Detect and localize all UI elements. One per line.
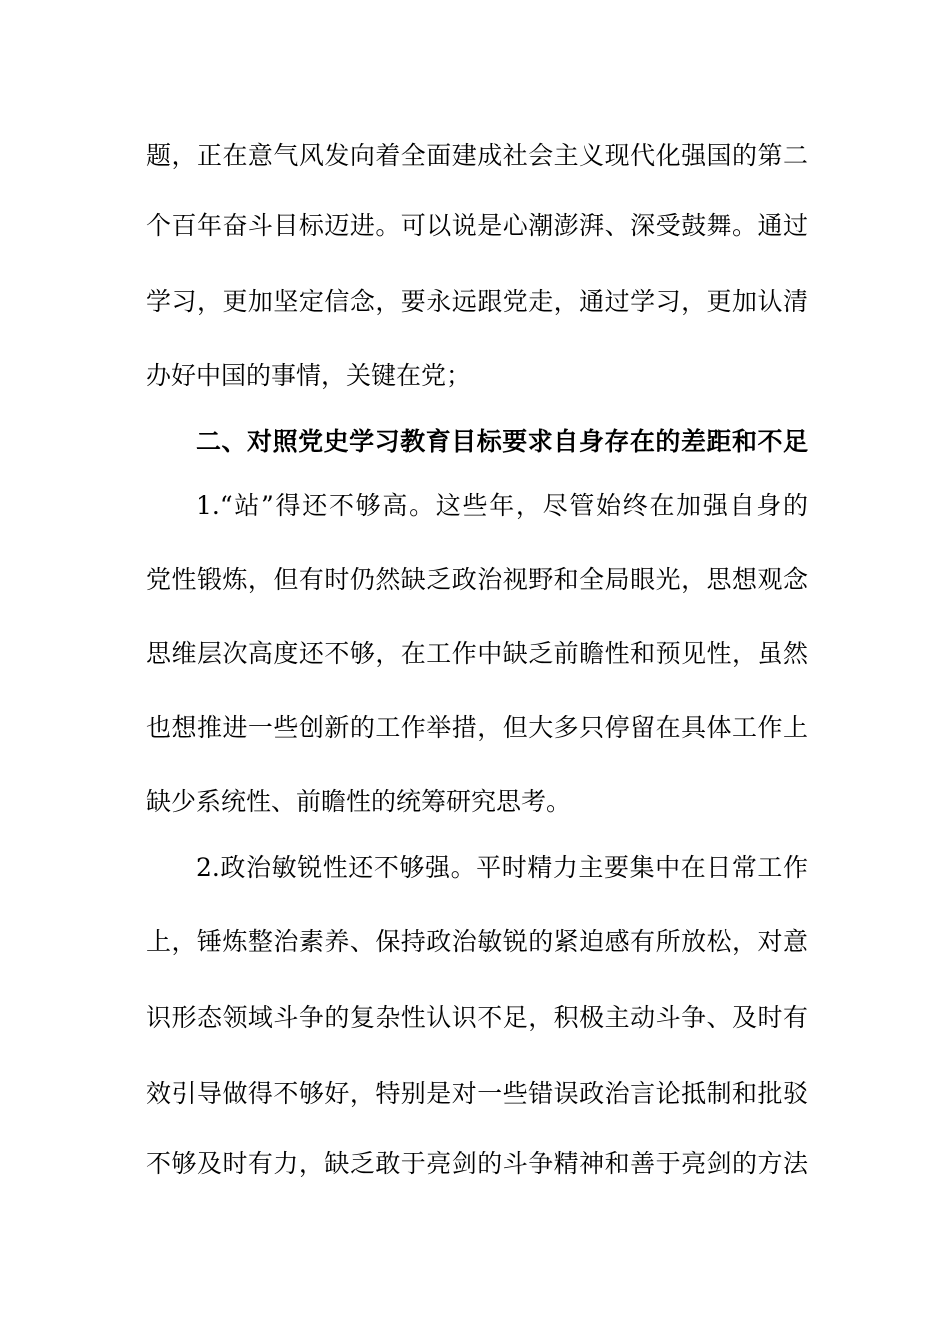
- paragraph-line: 办好中国的事情，关键在党；: [146, 361, 472, 390]
- section-heading: 二、对照党史学习教育目标要求自身存在的差距和不足: [196, 427, 808, 456]
- paragraph-line: 效引导做得不够好，特别是对一些错误政治言论抵制和批驳: [146, 1079, 808, 1108]
- paragraph-line: 不够及时有力，缺乏敢于亮剑的斗争精神和善于亮剑的方法: [146, 1149, 808, 1178]
- paragraph-line: 题，正在意气风发向着全面建成社会主义现代化强国的第二: [146, 141, 808, 170]
- paragraph-line: 上，锤炼整治素养、保持政治敏锐的紧迫感有所放松，对意: [146, 927, 808, 956]
- paragraph-line: 2.政治敏锐性还不够强。平时精力主要集中在日常工作: [196, 853, 808, 882]
- paragraph-line: 识形态领域斗争的复杂性认识不足，积极主动斗争、及时有: [146, 1003, 808, 1032]
- paragraph-line: 学习，更加坚定信念，要永远跟党走，通过学习，更加认清: [146, 287, 808, 316]
- paragraph-line: 1.“站”得还不够高。这些年，尽管始终在加强自身的: [196, 491, 808, 520]
- paragraph-line: 党性锻炼，但有时仍然缺乏政治视野和全局眼光，思想观念: [146, 565, 808, 594]
- paragraph-line: 也想推进一些创新的工作举措，但大多只停留在具体工作上: [146, 713, 808, 742]
- paragraph-line: 个百年奋斗目标迈进。可以说是心潮澎湃、深受鼓舞。通过: [146, 211, 808, 240]
- paragraph-line: 缺少系统性、前瞻性的统筹研究思考。: [146, 787, 572, 816]
- paragraph-line: 思维层次高度还不够，在工作中缺乏前瞻性和预见性，虽然: [146, 639, 808, 668]
